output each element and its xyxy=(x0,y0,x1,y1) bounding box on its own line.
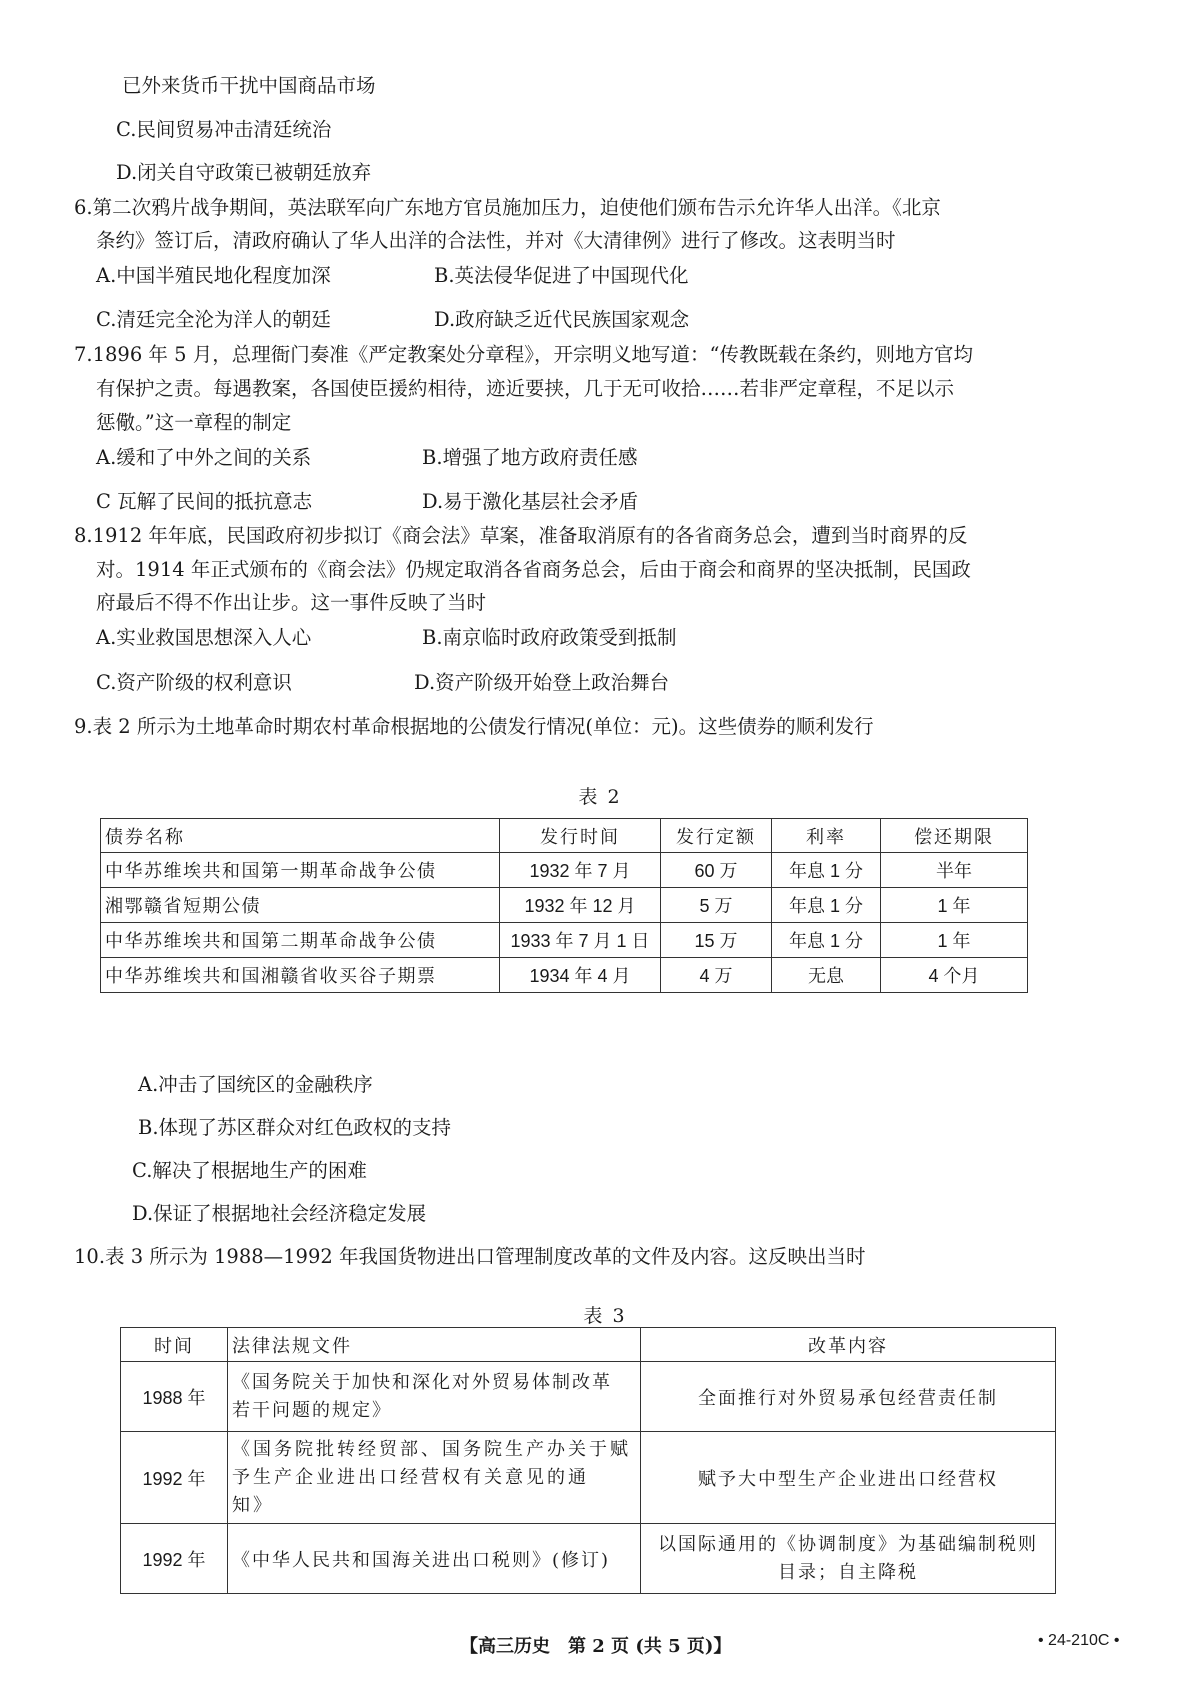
q10-stem: 10.表 3 所示为 1988—1992 年我国货物进出口管理制度改革的文件及内容。这反映出当时 xyxy=(74,1245,866,1268)
table-2-header-date: 发行时间 xyxy=(500,819,661,853)
q6-stem-line-1: 6.第二次鸦片战争期间，英法联军向广东地方官员施加压力，迫使他们颁布告示允许华人出洋。《北京 xyxy=(74,196,941,219)
doc-line: 若干问题的规定》 xyxy=(232,1399,392,1421)
q6-options-row-1 xyxy=(96,261,996,291)
q8-option-b: B.南京临时政府政策受到抵制 xyxy=(422,626,677,649)
q7-stem-line-2: 有保护之责。每遇教案，各国使臣援約相待，迹近要挟，几于无可收拾……若非严定章程，不足以示 xyxy=(96,377,955,400)
table-cell: 年息 1 分 xyxy=(772,853,881,888)
doc-line: 予生产企业进出口经营权有关意见的通 xyxy=(232,1466,589,1488)
q9-option-b: B.体现了苏区群众对红色政权的支持 xyxy=(138,1116,452,1139)
table-2-header-term: 偿还期限 xyxy=(881,819,1028,853)
table-cell: 1933 年 7 月 1 日 xyxy=(500,923,661,958)
table-cell: 5 万 xyxy=(661,888,772,923)
table-cell: 1992 年 xyxy=(121,1432,228,1524)
content-line: 目录；自主降税 xyxy=(778,1561,918,1583)
q7-option-c: C 瓦解了民间的抵抗意志 xyxy=(96,490,313,513)
table-row xyxy=(101,888,1028,923)
q5-option-d: D.闭关自守政策已被朝廷放弃 xyxy=(116,161,372,184)
table-cell: 15 万 xyxy=(661,923,772,958)
table-3-header-document: 法律法规文件 xyxy=(228,1328,641,1362)
q9-option-a: A.冲击了国统区的金融秩序 xyxy=(138,1073,373,1096)
table-2-caption: 表 2 xyxy=(578,786,622,808)
q6-stem-line-2: 条约》签订后，清政府确认了华人出洋的合法性，并对《大清律例》进行了修改。这表明当时 xyxy=(96,229,896,252)
q7-options-row-2 xyxy=(96,487,996,517)
q5-option-c: C.民间贸易冲击清廷统治 xyxy=(116,118,332,141)
q8-options-row-1 xyxy=(96,623,996,653)
q8-option-a: A.实业救国思想深入人心 xyxy=(96,626,312,649)
table-cell: 年息 1 分 xyxy=(772,888,881,923)
table-cell: 赋予大中型生产企业进出口经营权 xyxy=(641,1432,1056,1524)
table-row xyxy=(121,1524,1056,1594)
table-cell: 1992 年 xyxy=(121,1524,228,1594)
table-row xyxy=(101,853,1028,888)
q9-option-c: C.解决了根据地生产的困难 xyxy=(132,1159,367,1182)
table-3-header-content: 改革内容 xyxy=(641,1328,1056,1362)
table-cell xyxy=(228,1432,641,1524)
q7-option-a: A.缓和了中外之间的关系 xyxy=(96,446,312,469)
q8-stem-line-2: 对。1914 年正式颁布的《商会法》仍规定取消各省商务总会，后由于商会和商界的坚决抵制，民国政 xyxy=(96,558,971,581)
table-cell: 中华苏维埃共和国第一期革命战争公债 xyxy=(101,853,500,888)
q6-options-row-2 xyxy=(96,305,996,335)
exam-code: • 24-210C • xyxy=(1038,1632,1120,1649)
table-cell: 中华苏维埃共和国湘赣省收买谷子期票 xyxy=(101,958,500,993)
table-cell: 1932 年 12 月 xyxy=(500,888,661,923)
q6-option-c: C.清廷完全沦为洋人的朝廷 xyxy=(96,308,331,331)
table-cell xyxy=(641,1524,1056,1594)
table-cell: 《中华人民共和国海关进出口税则》(修订) xyxy=(228,1524,641,1594)
content-line: 以国际通用的《协调制度》为基础编制税则 xyxy=(658,1533,1038,1555)
doc-line: 《国务院关于加快和深化对外贸易体制改革 xyxy=(232,1371,612,1393)
table-cell: 年息 1 分 xyxy=(772,923,881,958)
q5-option-b-continuation: 已外来货币干扰中国商品市场 xyxy=(122,74,376,97)
table-2-header-amount: 发行定额 xyxy=(661,819,772,853)
table-cell: 半年 xyxy=(881,853,1028,888)
table-row xyxy=(121,1362,1056,1432)
q7-options-row-1 xyxy=(96,443,996,473)
page-footer: 【高三历史 第 2 页 (共 5 页)】 xyxy=(460,1636,732,1657)
q6-option-b: B.英法侵华促进了中国现代化 xyxy=(434,264,689,287)
doc-line: 知》 xyxy=(232,1494,274,1516)
q7-stem-line-3: 惩儆。”这一章程的制定 xyxy=(96,411,292,434)
table-cell: 全面推行对外贸易承包经营责任制 xyxy=(641,1362,1056,1432)
table-cell: 1 年 xyxy=(881,923,1028,958)
table-cell: 湘鄂赣省短期公债 xyxy=(101,888,500,923)
q7-stem-line-1: 7.1896 年 5 月，总理衙门奏准《严定教案处分章程》，开宗明义地写道：“传教既载在条约，则地方官均 xyxy=(74,343,973,366)
q8-option-c: C.资产阶级的权利意识 xyxy=(96,671,292,694)
table-3 xyxy=(120,1327,1056,1594)
table-3-header-time: 时间 xyxy=(121,1328,228,1362)
table-2 xyxy=(100,818,1028,993)
q8-stem-line-1: 8.1912 年年底，民国政府初步拟订《商会法》草案，准备取消原有的各省商务总会，遭到当时商界的反 xyxy=(74,524,968,547)
table-cell: 1932 年 7 月 xyxy=(500,853,661,888)
table-2-header-name: 债券名称 xyxy=(101,819,500,853)
q8-options-row-2 xyxy=(96,668,996,698)
table-2-header-row xyxy=(101,819,1028,853)
table-cell: 1988 年 xyxy=(121,1362,228,1432)
q9-option-d: D.保证了根据地社会经济稳定发展 xyxy=(132,1202,427,1225)
table-3-caption: 表 3 xyxy=(583,1305,627,1327)
doc-line: 《国务院批转经贸部、国务院生产办关于赋 xyxy=(232,1438,631,1460)
q8-option-d: D.资产阶级开始登上政治舞台 xyxy=(414,671,670,694)
table-row xyxy=(121,1432,1056,1524)
table-cell: 无息 xyxy=(772,958,881,993)
q7-option-d: D.易于激化基层社会矛盾 xyxy=(422,490,639,513)
table-cell: 4 个月 xyxy=(881,958,1028,993)
table-3-header-row xyxy=(121,1328,1056,1362)
q8-stem-line-3: 府最后不得不作出让步。这一事件反映了当时 xyxy=(96,591,487,614)
table-cell: 4 万 xyxy=(661,958,772,993)
q9-stem: 9.表 2 所示为土地革命时期农村革命根据地的公债发行情况(单位：元)。这些债券的顺利发行 xyxy=(74,715,874,738)
table-row xyxy=(101,958,1028,993)
q6-option-d: D.政府缺乏近代民族国家观念 xyxy=(434,308,690,331)
table-cell: 1934 年 4 月 xyxy=(500,958,661,993)
table-cell: 1 年 xyxy=(881,888,1028,923)
table-cell: 60 万 xyxy=(661,853,772,888)
table-row xyxy=(101,923,1028,958)
table-cell xyxy=(228,1362,641,1432)
q7-option-b: B.增强了地方政府责任感 xyxy=(422,446,638,469)
table-2-header-rate: 利率 xyxy=(772,819,881,853)
q6-option-a: A.中国半殖民地化程度加深 xyxy=(96,264,331,287)
table-cell: 中华苏维埃共和国第二期革命战争公债 xyxy=(101,923,500,958)
